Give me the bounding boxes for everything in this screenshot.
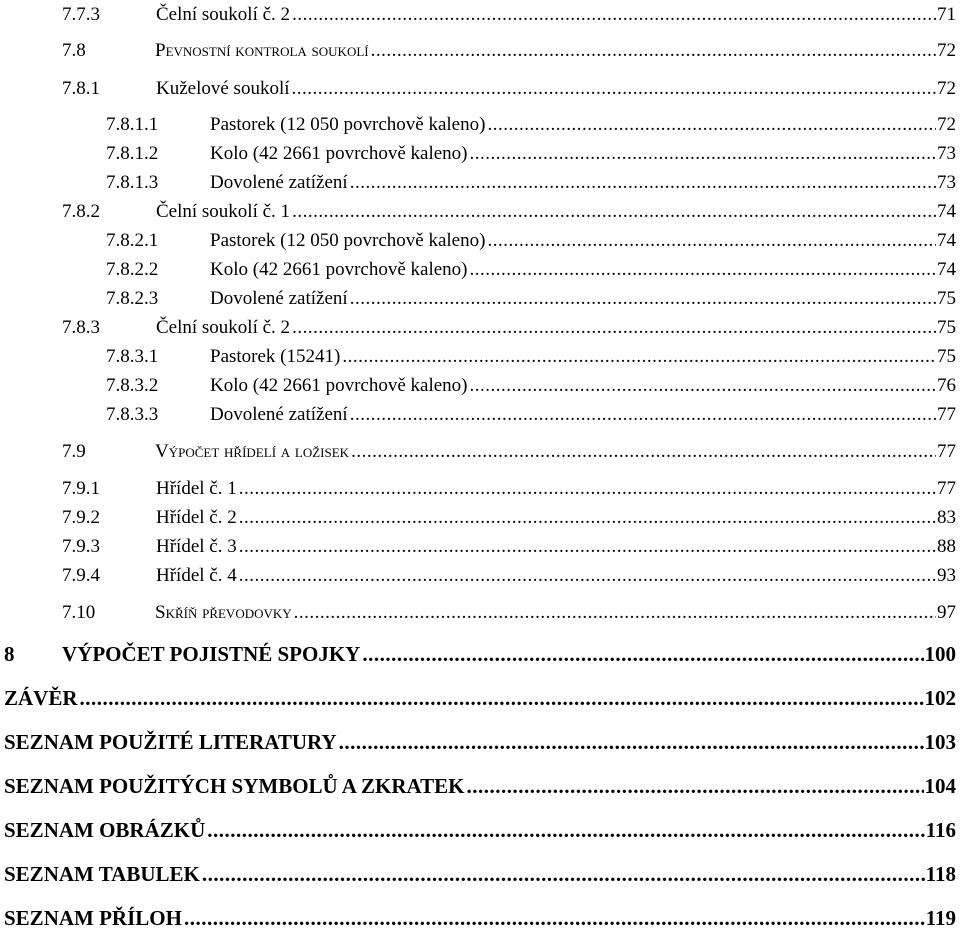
toc-leader-dots xyxy=(342,346,936,368)
toc-entry-title: Pastorek (15241) xyxy=(210,346,341,367)
toc-entry[interactable] xyxy=(0,78,956,100)
toc-entry-title: Čelní soukolí č. 2 xyxy=(156,317,291,338)
toc-entry-title: Pastorek (12 050 povrchově kaleno) xyxy=(210,230,486,251)
toc-entry-page: 116 xyxy=(925,818,956,842)
toc-entry-title: Dovolené zatížení xyxy=(210,172,348,193)
toc-entry-title: Hřídel č. 4 xyxy=(156,565,237,586)
toc-entry-title: Kolo (42 2661 povrchově kaleno) xyxy=(210,143,468,164)
toc-entry-title: Pevnostní kontrola soukolí xyxy=(155,40,369,61)
toc-leader-dots xyxy=(350,404,936,426)
toc-entry-page: 83 xyxy=(937,507,956,528)
toc-entry-page: 97 xyxy=(937,602,956,623)
toc-entry-title: Výpočet hřídelí a ložisek xyxy=(155,441,350,462)
toc-entry[interactable] xyxy=(0,143,956,165)
toc-entry-page: 73 xyxy=(937,143,956,164)
toc-entry-title: SEZNAM POUŽITÉ LITERATURY xyxy=(4,730,337,754)
toc-entry[interactable] xyxy=(0,686,956,710)
toc-leader-dots xyxy=(207,818,924,842)
toc-entry-page: 72 xyxy=(937,114,956,135)
toc-entry[interactable] xyxy=(0,774,956,798)
toc-entry-page: 104 xyxy=(924,774,956,798)
toc-leader-dots xyxy=(371,40,936,62)
toc-entry-number: 7.9.4 xyxy=(62,565,100,586)
toc-entry-page: 76 xyxy=(937,375,956,396)
toc-entry[interactable] xyxy=(0,375,956,397)
toc-entry[interactable] xyxy=(0,259,956,281)
toc-entry[interactable] xyxy=(0,818,956,842)
toc-leader-dots xyxy=(202,862,925,886)
toc-entry-page: 77 xyxy=(937,478,956,499)
toc-entry-title: Hřídel č. 1 xyxy=(156,478,237,499)
toc-entry-number: 7.8.1.3 xyxy=(106,172,159,193)
toc-entry-page: 77 xyxy=(937,404,956,425)
toc-entry-page: 71 xyxy=(937,4,956,25)
toc-leader-dots xyxy=(350,172,936,194)
toc-leader-dots xyxy=(487,114,936,136)
toc-leader-dots xyxy=(239,565,936,587)
toc-entry[interactable] xyxy=(0,114,956,136)
toc-leader-dots xyxy=(351,441,936,463)
toc-leader-dots xyxy=(470,143,937,165)
toc-entry[interactable] xyxy=(0,172,956,194)
toc-entry[interactable] xyxy=(0,642,956,666)
toc-entry[interactable] xyxy=(0,346,956,368)
toc-entry-number: 7.8.1.1 xyxy=(106,114,159,135)
toc-entry-number: 7.7.3 xyxy=(62,4,100,25)
toc-entry-page: 75 xyxy=(937,288,956,309)
toc-entry-number: 7.8.1 xyxy=(62,78,100,99)
toc-entry-number: 7.8.2.2 xyxy=(106,259,159,280)
toc-entry-title: Pastorek (12 050 povrchově kaleno) xyxy=(210,114,486,135)
toc-entry[interactable] xyxy=(0,288,956,310)
toc-entry-page: 77 xyxy=(937,441,956,462)
toc-entry-page: 119 xyxy=(925,906,956,930)
toc-entry-page: 74 xyxy=(937,259,956,280)
toc-entry[interactable] xyxy=(0,317,956,339)
toc-entry-page: 93 xyxy=(937,565,956,586)
toc-entry-title: Dovolené zatížení xyxy=(210,288,348,309)
toc-entry[interactable] xyxy=(0,730,956,754)
toc-entry[interactable] xyxy=(0,441,956,463)
toc-entry-page: 88 xyxy=(937,536,956,557)
toc-entry-number: 7.8.3.2 xyxy=(106,375,159,396)
toc-entry-number: 7.8.1.2 xyxy=(106,143,159,164)
toc-entry-title: Kolo (42 2661 povrchově kaleno) xyxy=(210,259,468,280)
toc-leader-dots xyxy=(294,602,936,624)
toc-entry-number: 7.9.2 xyxy=(62,507,100,528)
toc-leader-dots xyxy=(184,906,925,930)
toc-entry-number: 7.9.3 xyxy=(62,536,100,557)
toc-entry[interactable] xyxy=(0,602,956,624)
toc-entry[interactable] xyxy=(0,565,956,587)
toc-entry[interactable] xyxy=(0,404,956,426)
toc-entry-number: 7.9 xyxy=(62,441,86,462)
toc-entry[interactable] xyxy=(0,40,956,62)
toc-leader-dots xyxy=(470,259,937,281)
toc-entry-page: 102 xyxy=(924,686,956,710)
toc-entry-page: 100 xyxy=(924,642,956,666)
toc-entry-number: 8 xyxy=(4,642,15,666)
toc-entry-number: 7.8.2 xyxy=(62,201,100,222)
toc-entry[interactable] xyxy=(0,906,956,930)
toc-leader-dots xyxy=(487,230,936,252)
toc-entry[interactable] xyxy=(0,536,956,558)
toc-leader-dots xyxy=(239,478,936,500)
toc-entry-title: Čelní soukolí č. 1 xyxy=(156,201,291,222)
toc-entry-title: Dovolené zatížení xyxy=(210,404,348,425)
toc-entry-page: 74 xyxy=(937,201,956,222)
toc-leader-dots xyxy=(470,375,937,397)
toc-leader-dots xyxy=(239,507,936,529)
toc-entry-number: 7.10 xyxy=(62,602,96,623)
toc-entry-number: 7.8.2.3 xyxy=(106,288,159,309)
toc-entry-page: 75 xyxy=(937,317,956,338)
toc-entry[interactable] xyxy=(0,230,956,252)
toc-entry-title: Kolo (42 2661 povrchově kaleno) xyxy=(210,375,468,396)
toc-entry-title: Skříň převodovky xyxy=(155,602,292,623)
toc-entry-page: 75 xyxy=(937,346,956,367)
toc-entry-title: SEZNAM PŘÍLOH xyxy=(4,906,182,930)
toc-leader-dots xyxy=(350,288,936,310)
toc-entry-title: Kuželové soukolí xyxy=(156,78,290,99)
toc-entry-page: 118 xyxy=(925,862,956,886)
toc-entry-title: Hřídel č. 3 xyxy=(156,536,237,557)
toc-leader-dots xyxy=(362,642,923,666)
toc-entry-title: ZÁVĚR xyxy=(4,686,78,710)
toc-leader-dots xyxy=(80,686,924,710)
toc-entry-number: 7.8.3 xyxy=(62,317,100,338)
toc-entry-page: 72 xyxy=(937,78,956,99)
toc-entry-title: SEZNAM POUŽITÝCH SYMBOLŮ A ZKRATEK xyxy=(4,774,465,798)
toc-entry-title: Čelní soukolí č. 2 xyxy=(156,4,291,25)
toc-entry-number: 7.9.1 xyxy=(62,478,100,499)
toc-entry-page: 103 xyxy=(924,730,956,754)
toc-leader-dots xyxy=(339,730,924,754)
toc-leader-dots xyxy=(467,774,924,798)
toc-leader-dots xyxy=(292,317,936,339)
toc-entry-page: 73 xyxy=(937,172,956,193)
toc-entry-page: 74 xyxy=(937,230,956,251)
toc-entry-title: SEZNAM OBRÁZKŮ xyxy=(4,818,206,842)
toc-entry[interactable] xyxy=(0,507,956,529)
toc-leader-dots xyxy=(292,201,936,223)
toc-entry-title: Hřídel č. 2 xyxy=(156,507,237,528)
toc-entry-number: 7.8 xyxy=(62,40,86,61)
toc-leader-dots xyxy=(292,78,936,100)
toc-entry[interactable] xyxy=(0,4,956,26)
toc-entry-number: 7.8.3.1 xyxy=(106,346,159,367)
toc-entry-title: SEZNAM TABULEK xyxy=(4,862,200,886)
toc-entry[interactable] xyxy=(0,201,956,223)
toc-entry[interactable] xyxy=(0,862,956,886)
toc-entry-page: 72 xyxy=(937,40,956,61)
toc-leader-dots xyxy=(239,536,936,558)
toc-leader-dots xyxy=(292,4,936,26)
toc-entry-number: 7.8.2.1 xyxy=(106,230,159,251)
toc-entry-number: 7.8.3.3 xyxy=(106,404,159,425)
toc-entry-title: VÝPOČET POJISTNÉ SPOJKY xyxy=(62,642,361,666)
toc-entry[interactable] xyxy=(0,478,956,500)
